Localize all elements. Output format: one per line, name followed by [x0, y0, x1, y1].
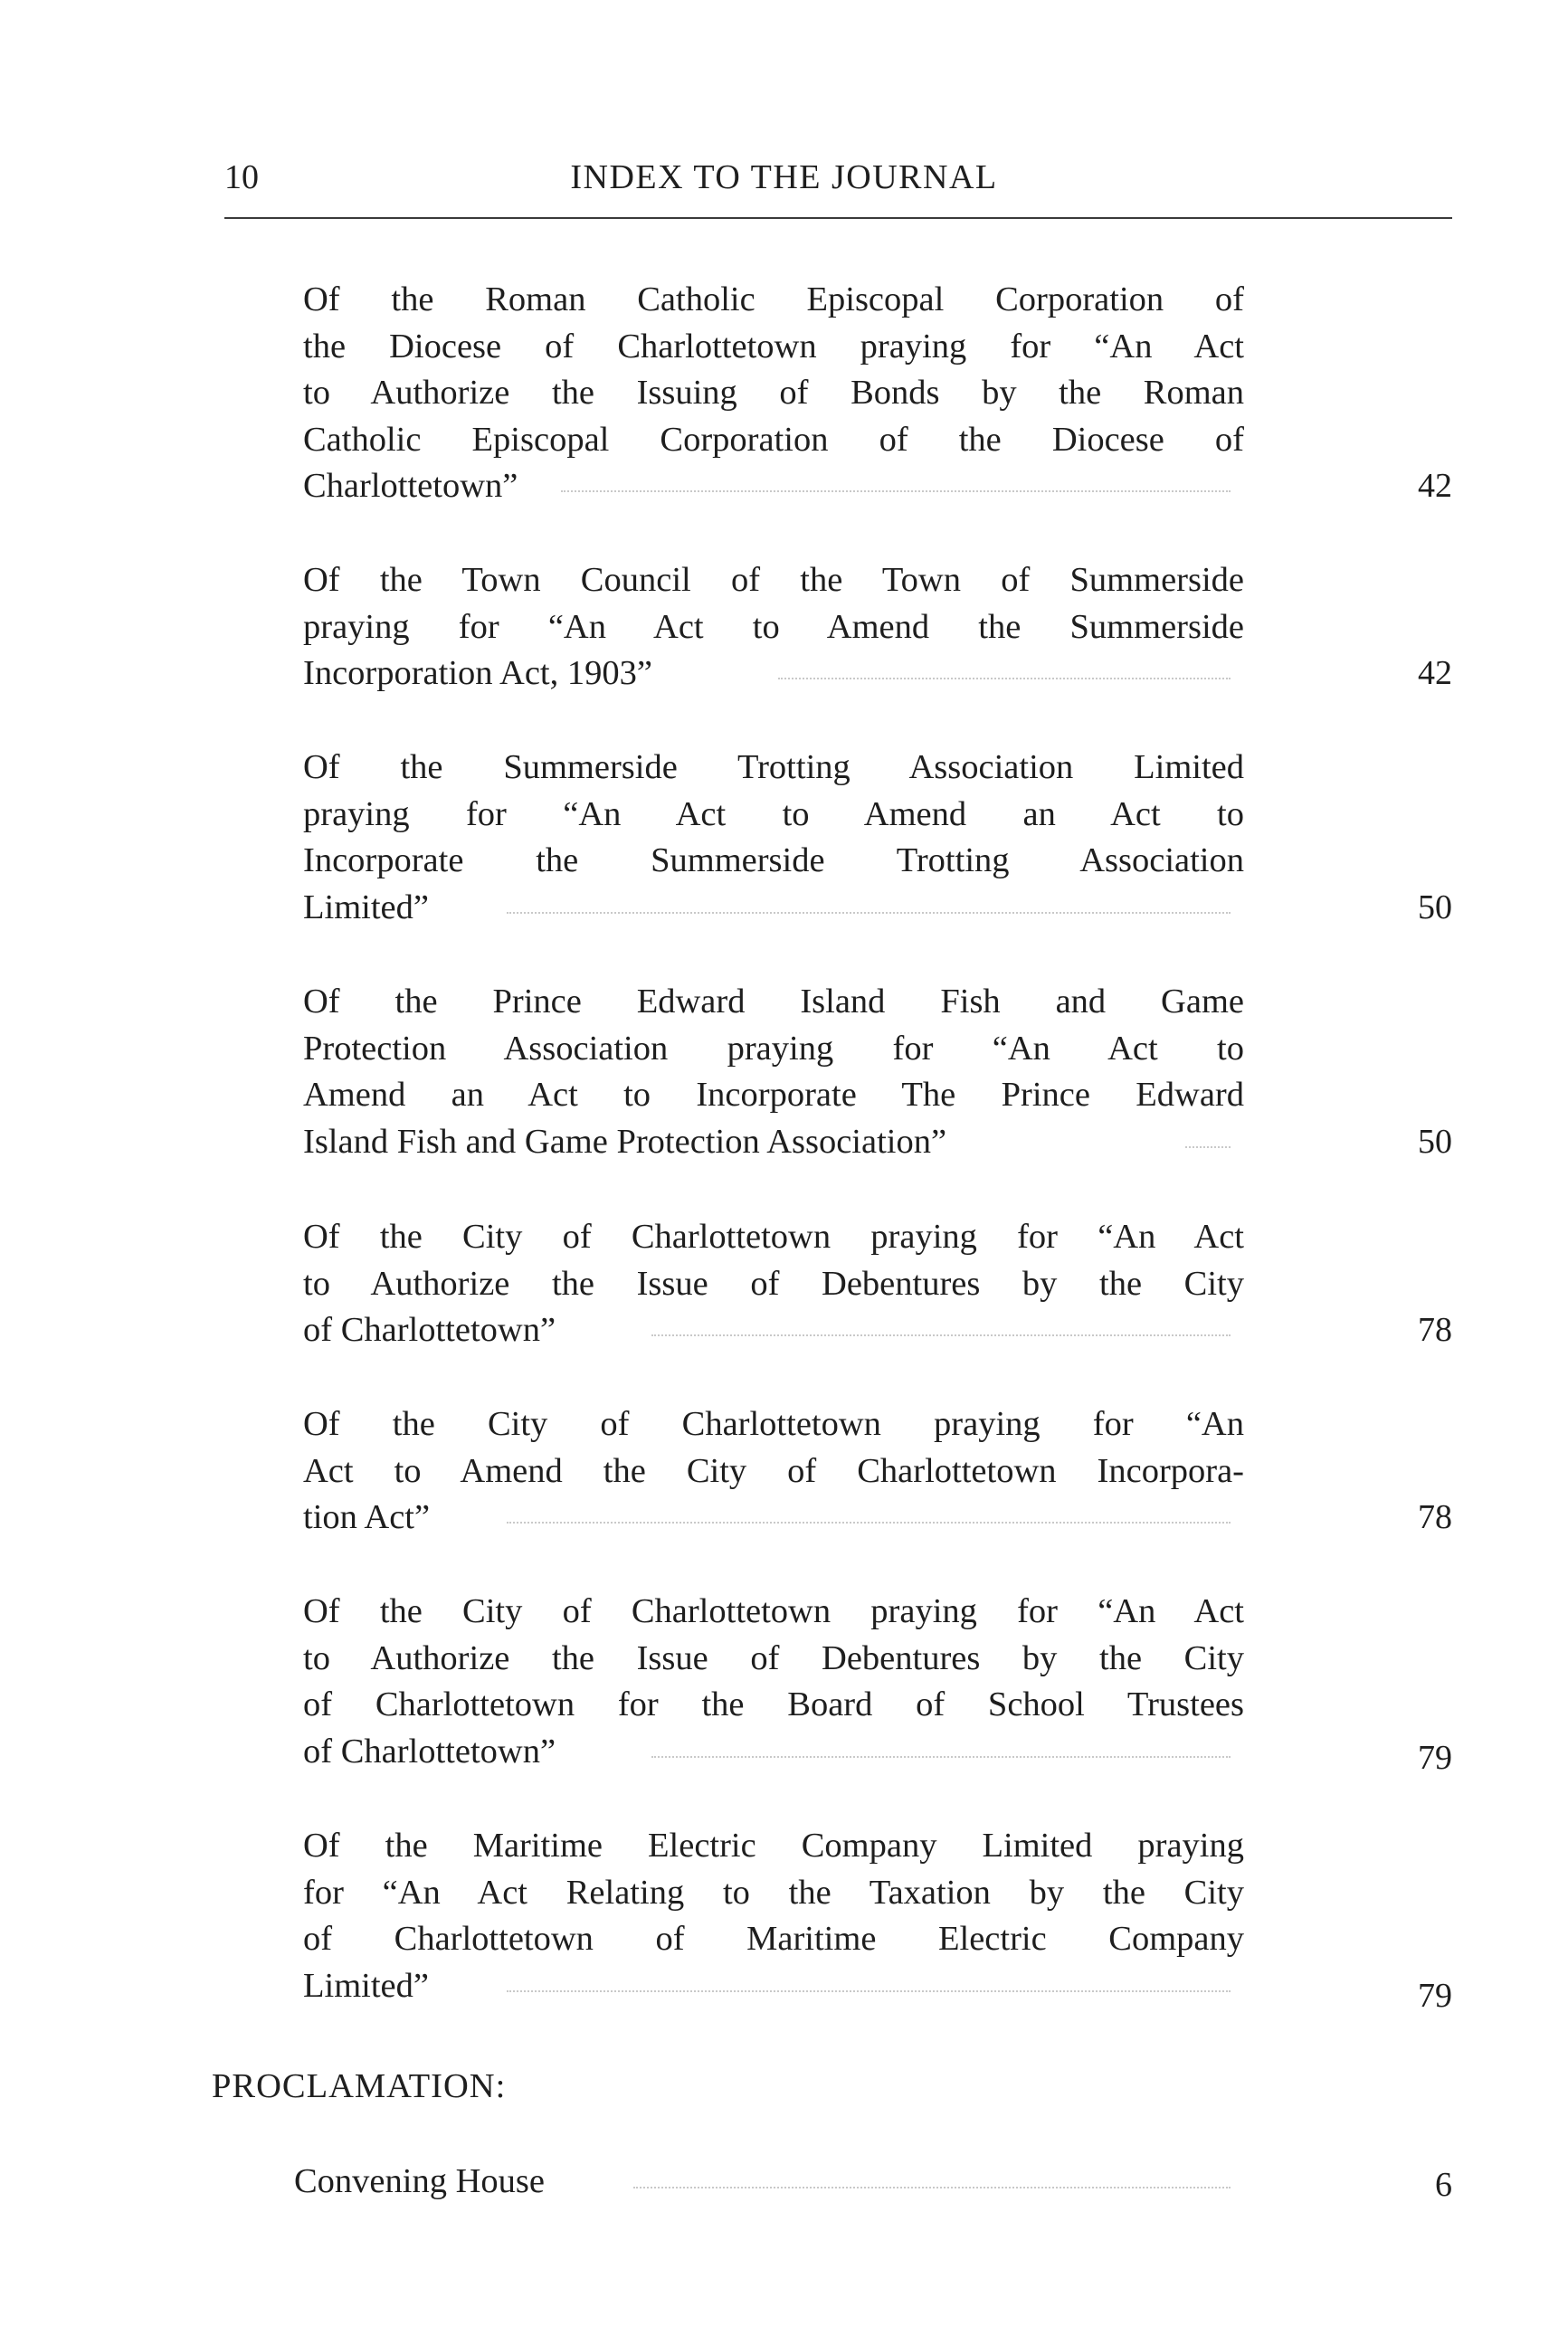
entry-line: of Charlottetown for the Board of School Trustees — [303, 1685, 1244, 1723]
dot-leader — [778, 678, 1231, 679]
entry-line: to Authorize the Issue of Debentures by the City — [303, 1638, 1244, 1677]
entry-text — [303, 557, 1244, 698]
entry-last-line: Limited” — [303, 888, 429, 926]
entry-text — [303, 1823, 1244, 2009]
page-reference: 78 — [1418, 1311, 1452, 1349]
entry-last-line: Island Fish and Game Protection Association” — [303, 1122, 947, 1161]
dot-leader — [507, 912, 1231, 914]
entry-line: Protection Association praying for “An Act to — [303, 1029, 1244, 1068]
entry-last-line: of Charlottetown” — [303, 1311, 556, 1349]
page-reference: 42 — [1418, 467, 1452, 505]
entry-line: for “An Act Relating to the Taxation by the City — [303, 1873, 1244, 1912]
page-reference: 79 — [1418, 1739, 1452, 1777]
page-reference: 6 — [1435, 2166, 1452, 2204]
page-reference: 42 — [1418, 654, 1452, 692]
entry-line: Amend an Act to Incorporate The Prince Edward — [303, 1076, 1244, 1114]
page-reference: 50 — [1418, 888, 1452, 926]
entry-line: Of the Prince Edward Island Fish and Game — [303, 983, 1244, 1021]
running-head: INDEX TO THE JOURNAL — [570, 158, 998, 196]
entry-line: Incorporate the Summerside Trotting Association — [303, 841, 1244, 879]
dot-leader — [507, 1990, 1231, 1992]
header-rule — [224, 217, 1452, 219]
entry-text — [303, 1401, 1244, 1542]
entry-line: Of the City of Charlottetown praying for “An — [303, 1405, 1244, 1443]
entry-line: Of the Roman Catholic Episcopal Corporation of — [303, 280, 1244, 318]
entry-text — [303, 277, 1244, 510]
entry-last-line: Charlottetown” — [303, 467, 518, 505]
entry-line: Of the City of Charlottetown praying for “An Act — [303, 1218, 1244, 1256]
entry-text — [303, 745, 1244, 931]
entry-line: the Diocese of Charlottetown praying for “An Act — [303, 327, 1244, 366]
dot-leader — [1185, 1146, 1231, 1148]
entry-line: Of the Town Council of the Town of Summerside — [303, 561, 1244, 599]
dot-leader — [561, 490, 1231, 492]
entry-line: Act to Amend the City of Charlottetown Incorpora- — [303, 1451, 1244, 1490]
dot-leader — [507, 1522, 1231, 1524]
entry-line: Of the Summerside Trotting Association Limited — [303, 748, 1244, 786]
dot-leader — [651, 1334, 1231, 1336]
page-number: 10 — [224, 158, 259, 196]
entry-line: to Authorize the Issue of Debentures by the City — [303, 1264, 1244, 1303]
entry-last-line: Limited” — [303, 1966, 429, 2005]
entry-last-line: Incorporation Act, 1903” — [303, 654, 652, 692]
entry-text — [303, 1214, 1244, 1354]
dot-leader — [633, 2187, 1231, 2188]
entry-line: Of the City of Charlottetown praying for “An Act — [303, 1592, 1244, 1630]
entry-line: to Authorize the Issuing of Bonds by the Roman — [303, 374, 1244, 412]
entry-line: Of the Maritime Electric Company Limited praying — [303, 1827, 1244, 1865]
entry-text — [303, 979, 1244, 1165]
entry-text — [303, 1589, 1244, 1775]
dot-leader — [651, 1756, 1231, 1758]
section-heading: PROCLAMATION: — [212, 2067, 507, 2105]
entry-last-line: tion Act” — [303, 1498, 431, 1536]
entry-last-line: Convening House — [294, 2162, 545, 2200]
entry-line: Catholic Episcopal Corporation of the Diocese of — [303, 420, 1244, 459]
page-reference: 50 — [1418, 1123, 1452, 1161]
entry-line: praying for “An Act to Amend the Summerside — [303, 607, 1244, 646]
entry-line: praying for “An Act to Amend an Act to — [303, 794, 1244, 833]
entry-last-line: of Charlottetown” — [303, 1732, 556, 1771]
entry-line: of Charlottetown of Maritime Electric Company — [303, 1920, 1244, 1958]
page-reference: 79 — [1418, 1977, 1452, 2015]
page-reference: 78 — [1418, 1498, 1452, 1536]
